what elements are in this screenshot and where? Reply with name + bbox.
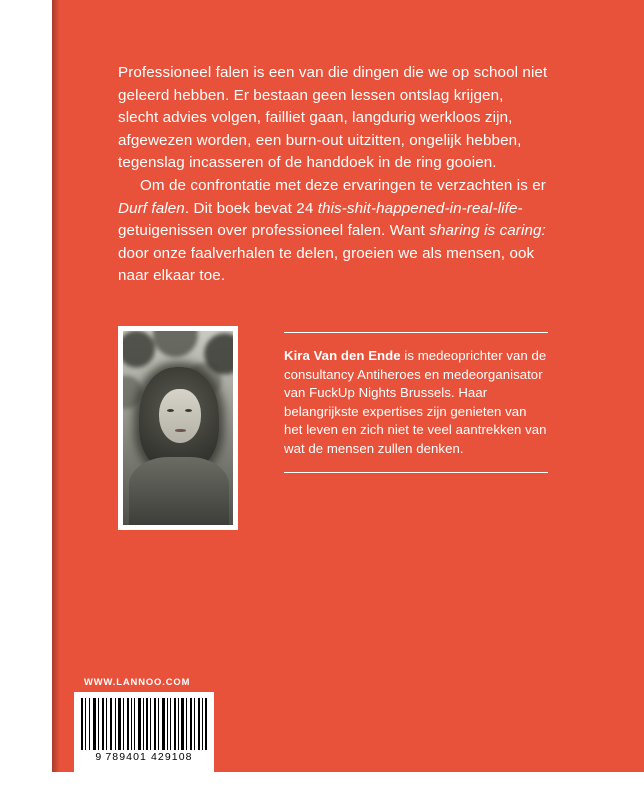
blurb-p2-italic-3: sharing is caring: xyxy=(429,222,546,240)
blurb-p2-part-1: Om de confrontatie met deze ervaringen te verzachten is er xyxy=(140,176,546,194)
portrait-face xyxy=(159,389,201,443)
blurb-p2-part-4: door onze faalverhalen te delen, groeien we als mensen, ook naar elkaar toe. xyxy=(118,244,535,285)
barcode-bars xyxy=(81,698,207,750)
blurb-text xyxy=(118,62,548,288)
portrait-eye-right xyxy=(185,409,192,412)
portrait-mouth xyxy=(175,429,186,432)
blurb-paragraph-2 xyxy=(118,175,548,288)
blurb-p2-part-3: getuigenissen over professioneel falen. Want xyxy=(118,222,430,240)
portrait-eye-left xyxy=(167,409,174,412)
spine-shadow xyxy=(52,0,59,772)
barcode-block xyxy=(74,692,214,772)
portrait-body xyxy=(129,457,229,525)
blurb-p2-italic-2: this-shit-happened-in-real-life- xyxy=(317,199,523,217)
author-bio-rest: is medeoprichter van de consultancy Antiheroes en medeorganisator van FuckUp Nights Brussels. Haar belangrijkste expertises zijn genieten van het leven en zich niet te veel aantrekken van wat de mensen zullen denken. xyxy=(284,348,547,456)
blurb-p2-italic-1: Durf falen xyxy=(118,199,185,217)
author-bio-text-wrap xyxy=(284,332,548,473)
author-bio-text xyxy=(284,333,548,472)
isbn-number xyxy=(81,751,207,763)
blurb-p2-part-2: . Dit boek bevat 24 xyxy=(184,199,318,217)
author-name: Kira Van den Ende xyxy=(284,348,401,363)
blurb-paragraph-1: Professioneel falen is een van die dingen die we op school niet geleerd hebben. Er bestaan geen lessen ontslag krijgen, slecht advies volgen, failliet gaan, langdurig werkloos zijn, afgewezen worden, een burn-out uitzitten, ongelijk hebben, tegenslag incasseren of de handdoek in de ring gooien. xyxy=(118,64,548,172)
isbn-digits: 789401 429108 xyxy=(105,751,193,763)
author-photo-frame xyxy=(118,326,238,530)
bio-rule-bottom xyxy=(284,472,548,473)
author-portrait-image xyxy=(123,331,233,525)
isbn-lead-digit: 9 xyxy=(95,751,103,763)
publisher-website: WWW.LANNOO.COM xyxy=(84,676,191,687)
